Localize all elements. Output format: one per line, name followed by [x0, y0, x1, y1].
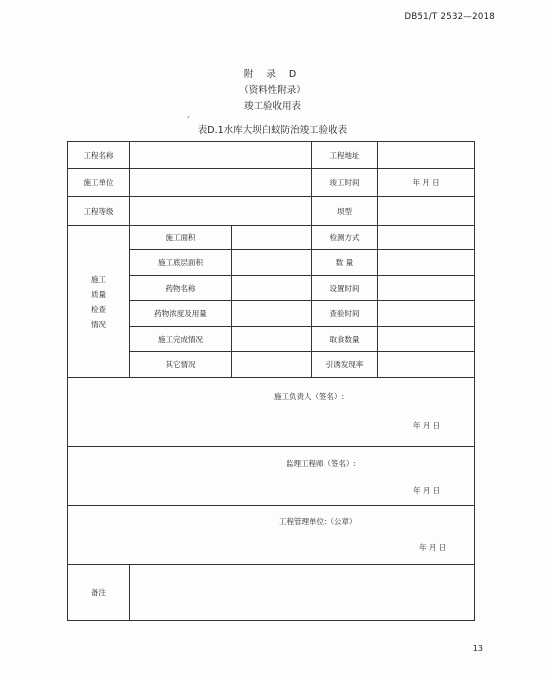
completion-date-field[interactable]: 年 月 日: [378, 169, 475, 197]
quality-item-label: 药物浓度及用量: [130, 301, 232, 327]
dam-type-label: 坝型: [312, 197, 378, 226]
acceptance-form-table: [67, 141, 475, 621]
completion-time-label: 竣工时间: [312, 169, 378, 197]
table-row: [68, 226, 475, 250]
quality-item-label: 药物名称: [130, 276, 232, 301]
table-row: [68, 352, 475, 378]
quality-item-label: 其它情况: [130, 352, 232, 378]
signature-date: 年 月 日: [419, 543, 447, 552]
project-grade-field[interactable]: [130, 197, 312, 226]
quality-item-label: 施工底层面积: [130, 250, 232, 276]
quality-item-field[interactable]: [378, 226, 475, 250]
remarks-label: 备注: [68, 565, 130, 621]
margin-mark: ˊ: [186, 116, 190, 125]
table-row: [68, 327, 475, 352]
table-row: [68, 506, 475, 565]
management-unit-label: 工程管理单位:（公章）: [279, 517, 357, 526]
construction-unit-label: 施工单位: [68, 169, 130, 197]
quality-item-field[interactable]: [232, 250, 312, 276]
supervisor-label: 监理工程师（签名）:: [286, 459, 357, 468]
quality-item-field[interactable]: [378, 301, 475, 327]
remarks-field[interactable]: [130, 565, 475, 621]
quality-item-field[interactable]: [232, 352, 312, 378]
quality-item-label: 设置时间: [312, 276, 378, 301]
table-row: [68, 447, 475, 506]
appendix-title: 附 录 D: [243, 69, 302, 80]
quality-label-line: 质量: [91, 289, 106, 299]
management-unit-signature-cell[interactable]: [68, 506, 475, 565]
quality-item-label: 查验时间: [312, 301, 378, 327]
construction-lead-signature-cell[interactable]: [68, 378, 475, 447]
supervisor-signature-cell[interactable]: [68, 447, 475, 506]
quality-item-label: 施工面积: [130, 226, 232, 250]
quality-item-label: 检测方式: [312, 226, 378, 250]
quality-check-label: [68, 226, 130, 378]
quality-item-field[interactable]: [378, 276, 475, 301]
quality-item-label: 施工完成情况: [130, 327, 232, 352]
appendix-subtitle: 竣工验收用表: [243, 101, 301, 112]
quality-item-field[interactable]: [232, 327, 312, 352]
table-row: [68, 378, 475, 447]
construction-unit-field[interactable]: [130, 169, 312, 197]
quality-item-field[interactable]: [232, 276, 312, 301]
quality-item-label: 引诱发现率: [312, 352, 378, 378]
quality-item-field[interactable]: [232, 301, 312, 327]
table-row: [68, 169, 475, 197]
construction-lead-label: 施工负责人（签名）:: [274, 392, 345, 401]
quality-label-line: 施工: [91, 274, 106, 284]
quality-item-field[interactable]: [232, 226, 312, 250]
table-row: [68, 197, 475, 226]
table-row: [68, 250, 475, 276]
quality-item-field[interactable]: [378, 327, 475, 352]
project-location-field[interactable]: [378, 142, 475, 169]
project-location-label: 工程地址: [312, 142, 378, 169]
project-grade-label: 工程等级: [68, 197, 130, 226]
quality-item-field[interactable]: [378, 250, 475, 276]
table-row: [68, 276, 475, 301]
table-row: [68, 565, 475, 621]
quality-item-field[interactable]: [378, 352, 475, 378]
signature-date: 年 月 日: [413, 421, 441, 430]
signature-date: 年 月 日: [413, 486, 441, 495]
table-row: [68, 301, 475, 327]
appendix-type: （资料性附录）: [239, 85, 306, 96]
standard-code: DB51/T 2532—2018: [404, 12, 495, 22]
table-caption: 表D.1水库大坝白蚁防治竣工验收表: [197, 125, 348, 136]
quality-item-label: 取食数量: [312, 327, 378, 352]
quality-label-line: 情况: [91, 319, 106, 329]
project-name-label: 工程名称: [68, 142, 130, 169]
quality-item-label: 数 量: [312, 250, 378, 276]
table-row: [68, 142, 475, 169]
dam-type-field[interactable]: [378, 197, 475, 226]
project-name-field[interactable]: [130, 142, 312, 169]
quality-label-line: 检查: [91, 304, 106, 314]
page-number: 13: [472, 644, 483, 653]
